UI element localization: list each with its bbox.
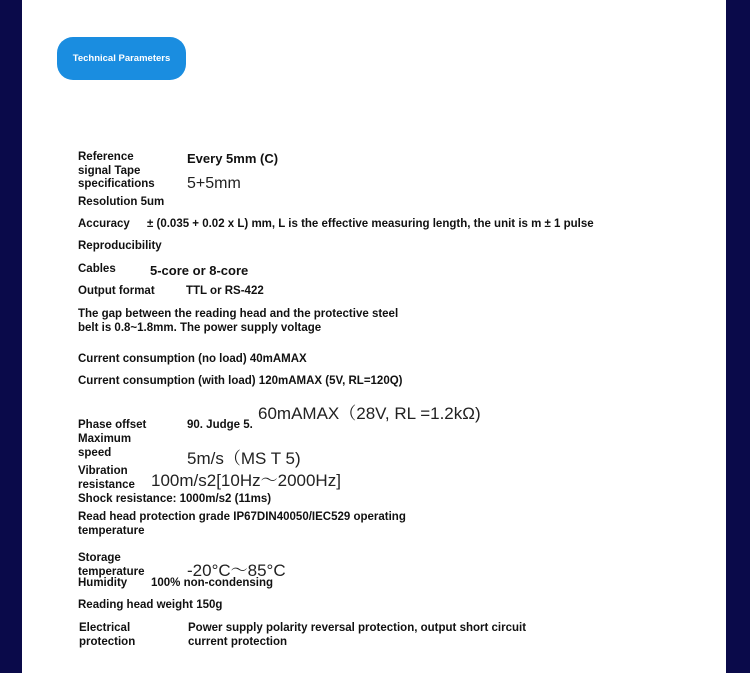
accuracy-value: ± (0.035 + 0.02 x L) mm, L is the effective measuring length, the unit is m ± 1 pulse: [147, 218, 594, 230]
speed-value: 5m/s（MS T 5): [187, 449, 301, 468]
tape-value: 5+5mm: [187, 175, 241, 192]
reference-label: Reference signal Tape specifications: [78, 151, 155, 190]
storage-label: Storage temperature: [78, 552, 145, 578]
humidity-label: Humidity: [78, 577, 128, 589]
cables-value: 5-core or 8-core: [150, 263, 249, 278]
electrical-value: Power supply polarity reversal protection, output short circuit current protection: [188, 622, 527, 648]
shock-row: Shock resistance: 1000m/s2 (11ms): [78, 493, 272, 505]
weight-row: Reading head weight 150g: [78, 599, 223, 611]
current-noload: Current consumption (no load) 40mAMAX: [78, 353, 307, 365]
protection-grade: Read head protection grade IP67DIN40050/IEC529 operating temperature: [78, 511, 406, 537]
phase-value: 90. Judge 5.: [187, 419, 253, 431]
gap-text: The gap between the reading head and the protective steel belt is 0.8~1.8mm. The power supply voltage: [78, 308, 399, 334]
phase-label: Phase offset: [78, 419, 147, 431]
electrical-label: Electrical protection: [79, 622, 136, 648]
storage-value: -20°C～85°C: [187, 561, 286, 580]
output-value: TTL or RS-422: [186, 285, 264, 297]
humidity-value: 100% non-condensing: [151, 577, 274, 589]
spec-sheet: [22, 0, 726, 673]
accuracy-label: Accuracy: [78, 218, 130, 230]
resolution-row: Resolution 5um: [78, 196, 165, 208]
vibration-label: Vibration resistance: [78, 465, 135, 491]
vibration-value: 100m/s2[10Hz～2000Hz]: [151, 471, 341, 490]
cables-label: Cables: [78, 263, 116, 275]
speed-label: Maximum speed: [78, 433, 132, 459]
current-load: Current consumption (with load) 120mAMAX (5V, RL=120Q): [78, 375, 403, 387]
output-label: Output format: [78, 285, 155, 297]
section-badge: Technical Parameters: [57, 37, 186, 80]
current-load-2: 60mAMAX（28V, RL =1.2kΩ): [258, 404, 481, 423]
reference-value: Every 5mm (C): [187, 151, 279, 166]
reproducibility-row: Reproducibility: [78, 240, 162, 252]
